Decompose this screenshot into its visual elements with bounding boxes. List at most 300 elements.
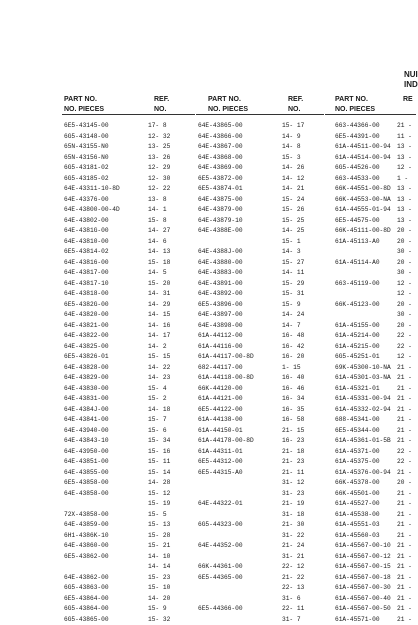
part-number: 61A-44121-00: [198, 395, 243, 402]
header-part-no: PART NO.: [335, 96, 368, 103]
table-row: [196, 426, 324, 437]
part-number: 66K-44551-00-8D: [335, 185, 391, 192]
ref-number: 13 -: [397, 143, 412, 150]
table-row: [62, 594, 195, 605]
ref-number: 21 -: [397, 384, 412, 392]
table-row: [325, 247, 416, 258]
ref-number: 21- 15: [282, 426, 305, 434]
ref-number: 14- 12: [282, 174, 305, 182]
ref-number: 15- 34: [148, 437, 171, 444]
table-row: [196, 342, 324, 353]
ref-number: 15- 7: [148, 416, 167, 423]
part-number: 6E5-44366-00: [198, 605, 243, 612]
table-row: [325, 594, 416, 605]
ref-number: 30 -: [397, 248, 412, 255]
ref-number: 15- 4: [148, 384, 167, 392]
ref-number: 15- 19: [148, 500, 171, 507]
ref-number: 14- 14: [148, 563, 171, 570]
ref-number: 16- 40: [282, 374, 305, 381]
ref-number: 15- 2: [148, 395, 167, 402]
table-row: [196, 226, 324, 237]
part-number: 663-45119-00: [335, 279, 380, 287]
part-number: 6E5-44312-00: [198, 458, 243, 465]
table-row: [196, 352, 324, 363]
part-number: 66K-45111-00-8D: [335, 227, 391, 234]
parts-rows: [62, 121, 195, 625]
table-row: [196, 468, 324, 479]
ref-number: 31- 7: [282, 615, 301, 623]
header-fragment: [404, 70, 418, 90]
ref-number: 14- 26: [282, 164, 305, 171]
ref-number: 15- 11: [148, 458, 171, 465]
table-row: [196, 552, 324, 563]
part-number: 61A-45538-00: [335, 510, 380, 518]
table-row: [325, 342, 416, 353]
ref-number: 12 -: [397, 164, 412, 171]
part-number: 61A-44555-01-94: [335, 206, 391, 213]
part-number: 6E5-43814-02: [64, 248, 109, 255]
part-number: 6E5-4382G-00: [64, 300, 109, 308]
table-row: [325, 310, 416, 321]
table-row: [196, 541, 324, 552]
ref-number: 14- 25: [282, 227, 305, 234]
ref-number: 21 -: [397, 468, 412, 476]
ref-number: 14- 6: [148, 237, 167, 245]
ref-number: 12 -: [397, 353, 412, 360]
table-row: [196, 237, 324, 248]
table-row: [196, 184, 324, 195]
part-number: 61A-45560-03: [335, 531, 380, 539]
part-number: 61A-45567-00-10: [335, 542, 391, 549]
ref-number: 21 -: [397, 563, 412, 570]
ref-number: 14- 8: [282, 143, 301, 150]
table-row: [62, 132, 195, 143]
part-number: 61A-45551-03: [335, 521, 380, 528]
table-row: [62, 184, 195, 195]
ref-number: 21 -: [397, 531, 412, 539]
table-row: [62, 447, 195, 458]
part-number: 61A-45567-00-40: [335, 594, 391, 602]
ref-number: 14- 5: [148, 269, 167, 276]
table-row: [325, 426, 416, 437]
part-number: 64E-43862-00: [64, 573, 109, 581]
table-row: [325, 615, 416, 625]
table-row: [62, 373, 195, 384]
part-number: 688-45341-00: [335, 416, 380, 423]
part-number: 6E5-43872-00: [198, 174, 243, 182]
table-row: [62, 258, 195, 269]
parts-rows: [196, 121, 324, 625]
part-number: 64E-43879-10: [198, 216, 243, 224]
table-row: [196, 604, 324, 615]
table-row: [62, 531, 195, 542]
part-number: 64E-43891-00: [198, 279, 243, 287]
ref-number: 14- 28: [148, 479, 171, 486]
ref-number: 15- 24: [282, 195, 305, 203]
table-row: [196, 121, 324, 132]
part-number: 64E-43831-00: [64, 395, 109, 402]
ref-number: 15- 26: [282, 206, 305, 213]
table-row: [325, 468, 416, 479]
ref-number: 21 -: [397, 542, 412, 549]
ref-number: 31- 21: [282, 552, 305, 560]
ref-number: 14- 24: [282, 311, 305, 318]
part-number: 61A-44514-00-94: [335, 153, 391, 161]
ref-number: 15- 31: [282, 290, 305, 297]
ref-number: 15- 16: [148, 447, 171, 455]
part-number: 64E-43868-00: [198, 153, 243, 161]
ref-number: 20 -: [397, 479, 412, 486]
ref-number: 14- 1: [148, 206, 167, 213]
table-row: [62, 363, 195, 374]
ref-number: 15- 23: [148, 573, 171, 581]
table-row: [62, 615, 195, 625]
table-row: [196, 142, 324, 153]
table-row: [325, 268, 416, 279]
ref-number: 20 -: [397, 300, 412, 308]
table-row: [325, 541, 416, 552]
table-row: [325, 405, 416, 416]
part-number: 64E-4381G-00: [64, 227, 109, 234]
table-row: [62, 174, 195, 185]
ref-number: 21 -: [397, 437, 412, 444]
table-row: [62, 268, 195, 279]
part-number: 64E-43866-00: [198, 132, 243, 140]
ref-number: 15- 27: [282, 258, 305, 266]
header-no-pieces: NO. PIECES: [208, 106, 249, 113]
part-number: 6G5-43864-00: [64, 605, 109, 612]
table-row: [62, 541, 195, 552]
part-number: 64E-43843-10: [64, 437, 109, 444]
part-number: 64E-43820-00: [64, 311, 109, 318]
part-number: 64E-43851-00: [64, 458, 109, 465]
part-number: 6E5-45344-00: [335, 426, 380, 434]
table-row: [196, 562, 324, 573]
part-number: 61A-45567-00-15: [335, 563, 391, 570]
part-number: 6G5-43181-02: [64, 164, 109, 171]
ref-number: 31- 18: [282, 510, 305, 518]
ref-number: 21 -: [397, 594, 412, 602]
part-number: 61A-44138-00: [198, 416, 243, 423]
table-row: [62, 552, 195, 563]
header-no-pieces: NO. PIECES: [335, 106, 376, 113]
ref-number: 15- 18: [148, 258, 171, 266]
part-number: 64E-43880-00: [198, 258, 243, 266]
table-row: [325, 216, 416, 227]
part-number: 61A-44118-00-8D: [198, 374, 254, 381]
table-row: [62, 520, 195, 531]
ref-number: 14- 31: [148, 290, 171, 297]
part-number: 61A-45331-00-94: [335, 395, 391, 402]
ref-number: 12 -: [397, 290, 412, 297]
table-row: [196, 363, 324, 374]
part-number: 6E5-43862-00: [64, 552, 109, 560]
ref-number: 16- 46: [282, 384, 305, 392]
table-row: [62, 289, 195, 300]
table-row: [325, 184, 416, 195]
ref-number: 16- 23: [282, 437, 305, 444]
part-number: 64E-43818-00: [64, 290, 109, 297]
table-row: [325, 510, 416, 521]
part-number: 69K-45300-10-NA: [335, 363, 391, 371]
ref-number: 21 -: [397, 426, 412, 434]
table-row: [325, 447, 416, 458]
part-number: 6E5-43896-00: [198, 300, 243, 308]
ref-number: 21 -: [397, 573, 412, 581]
ref-number: 15- 29: [282, 279, 305, 287]
table-row: [325, 289, 416, 300]
ref-number: 21 -: [397, 374, 412, 381]
table-row: [196, 174, 324, 185]
table-row: [325, 363, 416, 374]
ref-number: 20 -: [397, 258, 412, 266]
ref-number: 15- 20: [148, 279, 171, 287]
table-row: [325, 300, 416, 311]
ref-number: 15- 6: [148, 426, 167, 434]
part-number: 64E-43867-00: [198, 143, 243, 150]
ref-number: 22- 11: [282, 605, 305, 612]
table-row: [325, 352, 416, 363]
part-number: 61A-45567-00-50: [335, 605, 391, 612]
table-row: [62, 384, 195, 395]
table-row: [62, 604, 195, 615]
table-row: [62, 510, 195, 521]
part-number: 64E-43376-00: [64, 195, 109, 203]
ref-number: 21 -: [397, 500, 412, 507]
ref-number: 15- 32: [148, 615, 171, 623]
part-number: 6G5-43148-00: [64, 132, 109, 140]
ref-number: 21- 23: [282, 458, 305, 465]
table-row: [325, 394, 416, 405]
ref-number: 21- 19: [282, 500, 305, 507]
table-row: [325, 331, 416, 342]
table-row: [325, 457, 416, 468]
part-number: 64E-43855-00: [64, 468, 109, 476]
table-row: [62, 142, 195, 153]
part-number: 64E-43950-00: [64, 447, 109, 455]
part-number: 61A-45567-00-30: [335, 584, 391, 591]
ref-number: 15- 8: [148, 216, 167, 224]
ref-number: 12 -: [397, 279, 412, 287]
part-number: 64E-43829-00: [64, 374, 109, 381]
table-row: [196, 415, 324, 426]
column-header: [325, 95, 416, 115]
part-number: 66K-45123-00: [335, 300, 380, 308]
ref-number: 21 -: [397, 395, 412, 402]
table-row: [196, 499, 324, 510]
part-number: 64E-44322-01: [198, 500, 243, 507]
table-row: [196, 615, 324, 625]
ref-number: 21 -: [397, 521, 412, 528]
table-row: [196, 573, 324, 584]
ref-number: 15- 9: [148, 605, 167, 612]
part-number: 64E-44352-00: [198, 542, 243, 549]
ref-number: 14- 18: [148, 405, 171, 413]
part-number: 61A-44311-01: [198, 447, 243, 455]
ref-number: 17- 8: [148, 122, 167, 129]
ref-number: 21 -: [397, 416, 412, 423]
parts-column-1: [62, 95, 195, 625]
ref-number: 15- 12: [148, 489, 171, 497]
table-row: [196, 321, 324, 332]
table-row: [325, 321, 416, 332]
table-row: [325, 132, 416, 143]
part-number: 64E-4388E-00: [198, 227, 243, 234]
table-row: [196, 310, 324, 321]
ref-number: 16- 35: [282, 405, 305, 413]
ref-number: 14- 10: [148, 552, 171, 560]
part-number: 64E-43940-00: [64, 426, 109, 434]
table-row: [325, 384, 416, 395]
parts-rows: [325, 121, 416, 625]
table-row: [196, 268, 324, 279]
table-row: [196, 373, 324, 384]
column-header: [196, 95, 324, 115]
ref-number: 13 -: [397, 185, 412, 192]
part-number: 61A-44117-00-8D: [198, 353, 254, 360]
table-row: [196, 132, 324, 143]
table-row: [196, 384, 324, 395]
ref-number: 31- 22: [282, 531, 305, 539]
table-row: [325, 237, 416, 248]
table-row: [62, 405, 195, 416]
ref-number: 21 -: [397, 405, 412, 413]
ref-number: 16- 34: [282, 395, 305, 402]
part-number: 64E-43879-00: [198, 206, 243, 213]
table-row: [62, 342, 195, 353]
part-number: 66K-44120-00: [198, 384, 243, 392]
ref-number: 12- 22: [148, 185, 171, 192]
part-number: 64E-4384J-00: [64, 405, 109, 413]
part-number: 64E-43825-00: [64, 342, 109, 350]
part-number: 6G5-45251-01: [335, 353, 380, 360]
part-number: 64E-43828-00: [64, 363, 109, 371]
table-row: [196, 510, 324, 521]
part-number: 61A-45361-01-5B: [335, 437, 391, 444]
part-number: 61A-45527-00: [335, 500, 380, 507]
table-row: [62, 499, 195, 510]
part-number: 6G5-43865-00: [64, 615, 109, 623]
part-number: 61A-45215-00: [335, 342, 380, 350]
part-number: 64E-43875-00: [198, 195, 243, 203]
table-row: [196, 205, 324, 216]
ref-number: 15- 21: [148, 542, 171, 549]
ref-number: 13- 8: [148, 195, 167, 203]
part-number: 66K-44553-00-NA: [335, 195, 391, 203]
table-row: [325, 163, 416, 174]
part-number: 6E5-43826-01: [64, 353, 109, 360]
ref-number: 15- 3: [282, 153, 301, 161]
table-row: [62, 489, 195, 500]
table-row: [325, 373, 416, 384]
ref-number: 14- 29: [148, 300, 171, 308]
table-row: [196, 331, 324, 342]
part-number: 61A-44511-00-94: [335, 143, 391, 150]
part-number: 61A-45332-02-94: [335, 405, 391, 413]
table-row: [196, 300, 324, 311]
table-row: [62, 426, 195, 437]
ref-number: 14- 13: [148, 248, 171, 255]
table-row: [325, 258, 416, 269]
ref-number: 22 -: [397, 447, 412, 455]
table-row: [325, 415, 416, 426]
ref-number: 20 -: [397, 237, 412, 245]
header-ref: REF.: [154, 96, 170, 103]
ref-number: 14- 7: [282, 321, 301, 329]
table-row: [62, 300, 195, 311]
ref-number: 14- 21: [282, 185, 305, 192]
ref-number: 14- 3: [282, 248, 301, 255]
part-number: 6E5-44122-00: [198, 405, 243, 413]
part-number: 61A-45155-00: [335, 321, 380, 329]
ref-number: 15- 28: [148, 531, 171, 539]
part-number: 64E-43859-00: [64, 521, 109, 528]
table-row: [62, 457, 195, 468]
part-number: 64E-43892-00: [198, 290, 243, 297]
part-number: 61A-45321-01: [335, 384, 380, 392]
ref-number: 14- 2: [148, 342, 167, 350]
ref-number: 16- 20: [282, 353, 305, 360]
table-row: [62, 205, 195, 216]
header-fragment-line2: IND: [404, 80, 418, 89]
header-ref: REF.: [288, 96, 304, 103]
part-number: 6G5-43863-00: [64, 584, 109, 591]
part-number: 66K-45501-00: [335, 489, 380, 497]
part-number: 64E-43869-00: [198, 164, 243, 171]
part-number: 6E5-44315-A0: [198, 468, 243, 476]
table-row: [196, 258, 324, 269]
table-row: [196, 489, 324, 500]
column-header: [62, 95, 195, 115]
ref-number: 31- 12: [282, 479, 305, 486]
table-row: [62, 216, 195, 227]
part-number: 64E-43817-00: [64, 269, 109, 276]
ref-number: 15- 14: [148, 468, 171, 476]
table-row: [196, 457, 324, 468]
ref-number: 21- 18: [282, 447, 305, 455]
ref-number: 15- 1: [282, 237, 301, 245]
part-number: 61A-45214-00: [335, 332, 380, 339]
ref-number: 14- 23: [148, 374, 171, 381]
ref-number: 13 -: [397, 206, 412, 213]
part-number: 64E-43817-10: [64, 279, 109, 287]
table-row: [196, 163, 324, 174]
table-row: [196, 583, 324, 594]
ref-number: 13- 26: [148, 153, 171, 161]
part-number: 6E5-43874-01: [198, 185, 243, 192]
table-row: [196, 279, 324, 290]
part-number: 66K-45378-00: [335, 479, 380, 486]
table-row: [196, 153, 324, 164]
ref-number: 22 -: [397, 342, 412, 350]
table-row: [196, 531, 324, 542]
ref-number: 14- 17: [148, 332, 171, 339]
parts-column-2: [196, 95, 324, 625]
part-number: 663-44533-00: [335, 174, 380, 182]
table-row: [62, 478, 195, 489]
table-row: [325, 226, 416, 237]
ref-number: 21 -: [397, 615, 412, 623]
part-number: 64E-43860-00: [64, 542, 109, 549]
table-row: [325, 489, 416, 500]
part-number: 64E-43865-00: [198, 122, 243, 129]
ref-number: 16- 58: [282, 416, 305, 423]
part-number: 61A-44178-00-8D: [198, 437, 254, 444]
table-row: [325, 562, 416, 573]
part-number: 682-44117-00: [198, 363, 243, 371]
ref-number: 22- 13: [282, 584, 305, 591]
part-number: 61A-45567-00-18: [335, 573, 391, 581]
